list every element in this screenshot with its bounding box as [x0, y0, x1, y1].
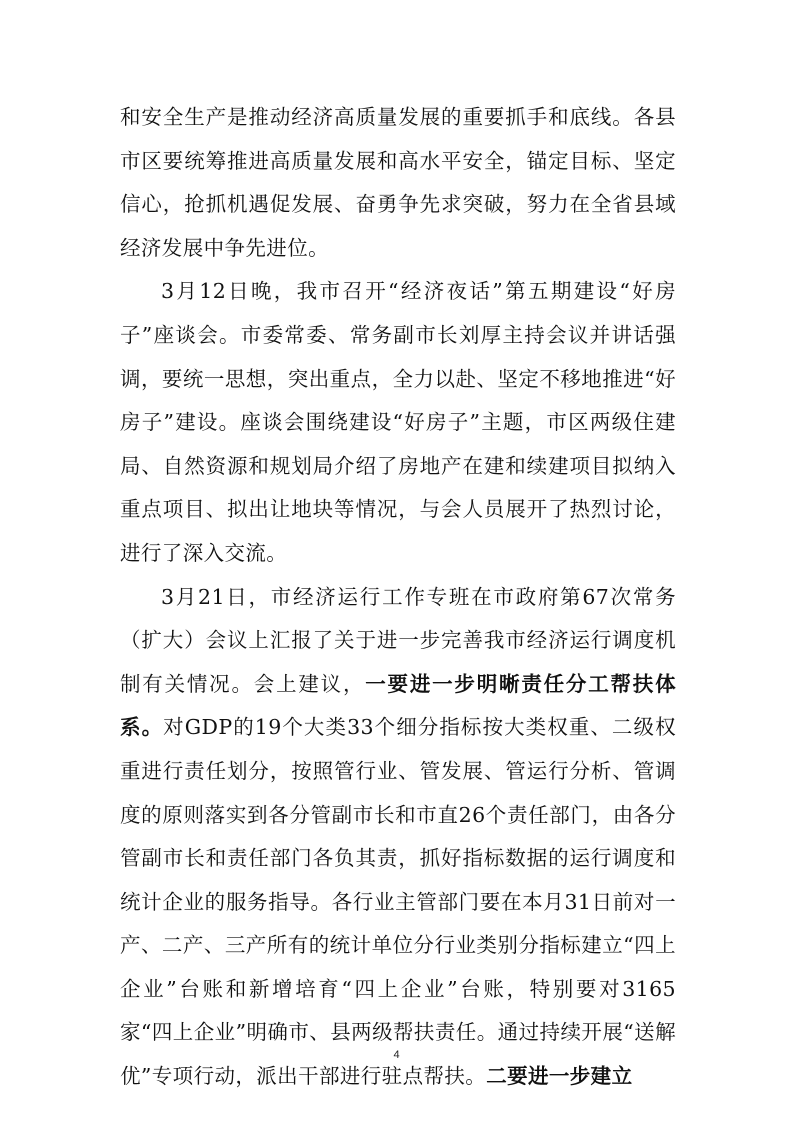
paragraph-1	[120, 96, 676, 270]
paragraph-3-text-middle: 对GDP的19个大类33个细分指标按大类权重、二级权重进行责任划分，按照管行业、管发展、管运行分析、管调度的原则落实到各分管副市长和市直26个责任部门，由各分管副市长和责任部门各负其责，抓好指标数据的运行调度和统计企业的服务指导。各行业主管部门要在本月31日前对一产、二产、三产所有的统计单位分行业类别分指标建立“四上企业”台账和新增培育“四上企业”台账，特别要对3165家“四上企业”明确市、县两级帮扶责任。通过持续开展“送解优”专项行动，派出干部进行驻点帮扶。	[120, 715, 676, 1089]
body-text	[120, 96, 676, 1099]
paragraph-2-text: 3月12日晚，我市召开“经济夜话”第五期建设“好房子”座谈会。市委常委、常务副市长刘厚主持会议并讲话强调，要统一思想，突出重点，全力以赴、坚定不移地推进“好房子”建设。座谈会围绕建设“好房子”主题，市区两级住建局、自然资源和规划局介绍了房地产在建和续建项目拟纳入重点项目、拟出让地块等情况，与会人员展开了热烈讨论，进行了深入交流。	[120, 279, 676, 565]
paragraph-3-text-before: 3月21日，市经济运行工作专班在市政府第67次常务（扩大）会议上汇报了关于进一步完善我市经济运行调度机制有关情况。会上建议，	[120, 584, 676, 696]
paragraph-1-text: 和安全生产是推动经济高质量发展的重要抓手和底线。各县市区要统筹推进高质量发展和高水平安全，锚定目标、坚定信心，抢抓机遇促发展、奋勇争先求突破，努力在全省县域经济发展中争先进位。	[120, 105, 676, 260]
paragraph-3	[120, 576, 676, 1099]
paragraph-2	[120, 270, 676, 575]
page-number: 4	[393, 1049, 400, 1061]
paragraph-3-bold-point-1: 一要进一步明晰责任分工帮扶体系。	[120, 671, 676, 740]
paragraph-3-bold-point-2: 二要进一步建立	[486, 1064, 633, 1089]
